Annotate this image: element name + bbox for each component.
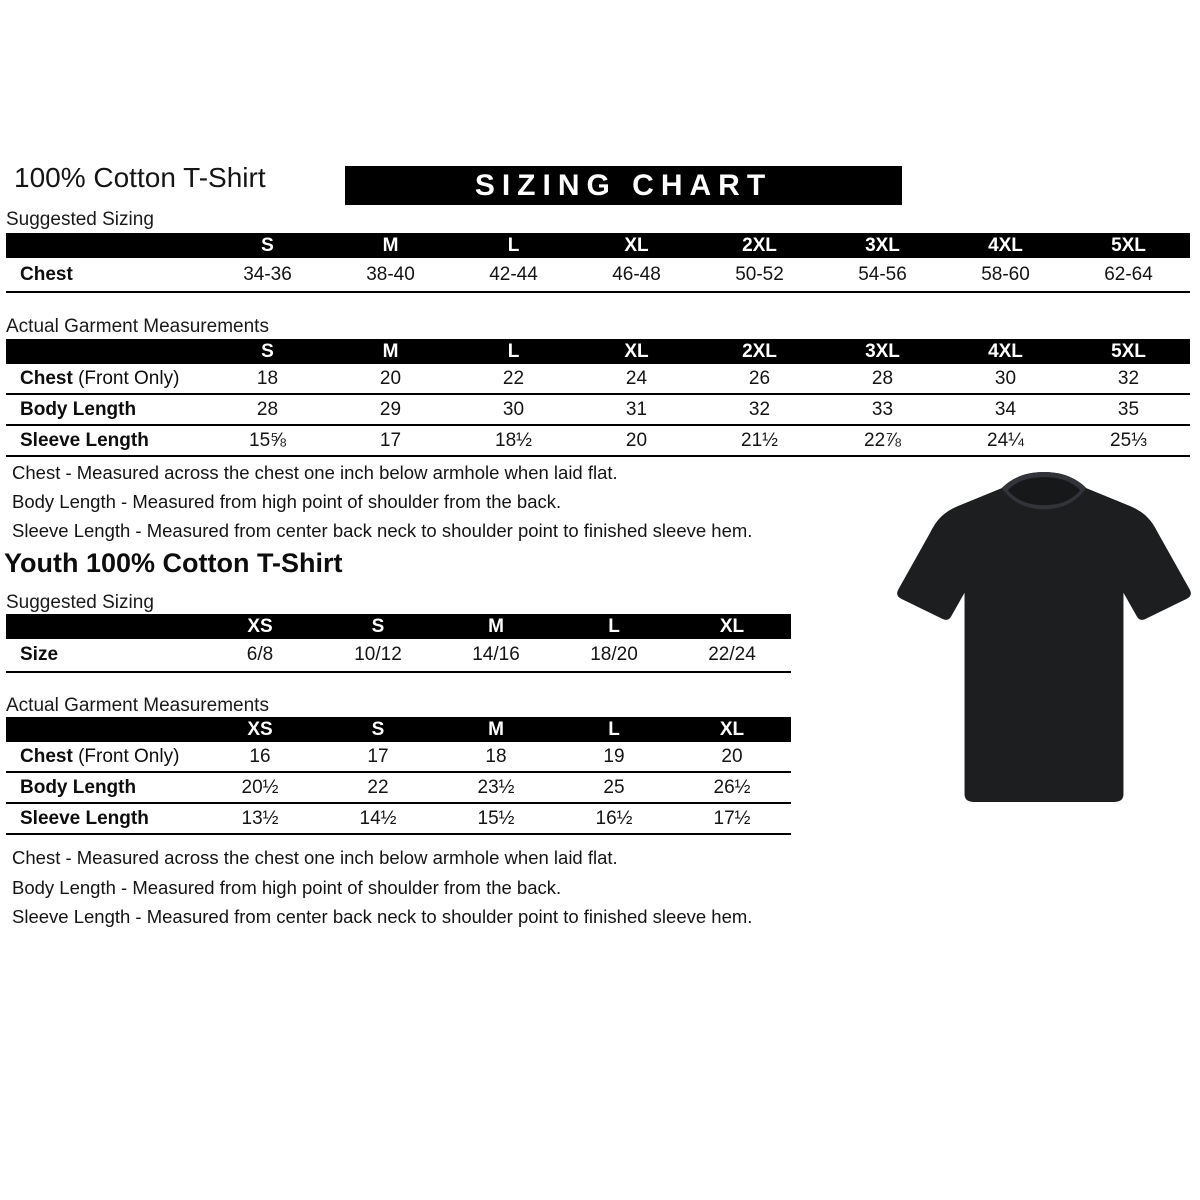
size-header: 3XL [865,234,900,256]
size-header: L [608,615,620,637]
row-label: Chest [20,263,73,285]
tshirt-image [893,466,1195,808]
cell: 33 [871,398,894,420]
tshirt-silhouette [893,466,1195,808]
size-header: XL [624,340,649,362]
cell: 18/20 [590,644,638,665]
note-sleeve-length: Sleeve Length - Measured from center back neck to shoulder point to finished sleeve hem. [12,906,753,927]
row-label: Body Length [20,776,137,798]
youth-body-length-row [6,773,791,804]
youth-notes [12,843,752,932]
cell: 16 [249,745,271,767]
adult-body-length-row [6,395,1190,426]
row-label: Sleeve Length [20,429,149,451]
cell: 22/24 [708,644,756,665]
cell: 20 [379,367,402,389]
cell: 23½ [477,776,515,798]
note-body-length: Body Length - Measured from high point of shoulder from the back. [12,491,562,512]
youth-size-row [6,639,791,673]
size-header: XL [719,615,745,637]
cell: 14/16 [472,644,520,665]
size-header: L [507,234,520,256]
adult-suggested-table [6,233,1190,293]
size-header: 4XL [988,340,1023,362]
adult-chest-front-row [6,364,1190,395]
cell: 46-48 [612,263,661,285]
size-header: 3XL [865,340,900,362]
youth-actual-header-row [6,717,791,742]
adult-suggested-sizing-label: Suggested Sizing [6,209,154,230]
size-header: S [261,234,274,256]
adult-actual-table [6,339,1190,457]
size-header: M [488,718,504,740]
size-header: S [371,718,385,740]
cell: 21½ [741,429,778,451]
row-label: Size [20,644,59,665]
cell: 25⅓ [1110,429,1147,451]
cell: 13½ [241,807,279,829]
youth-sleeve-length-row [6,804,791,835]
size-header: XS [247,718,273,740]
size-header: M [488,615,504,637]
cell: 28 [871,367,894,389]
sizing-chart-banner-text: SIZING CHART [474,168,773,202]
cell: 18 [485,745,507,767]
cell: 22 [367,776,389,798]
note-chest: Chest - Measured across the chest one inch below armhole when laid flat. [12,462,618,483]
adult-title: 100% Cotton T-Shirt [14,162,266,193]
size-header: 2XL [742,234,777,256]
cell: 30 [502,398,525,420]
row-label: Chest (Front Only) [20,745,180,767]
cell: 35 [1117,398,1140,420]
cell: 19 [603,745,625,767]
cell: 15½ [477,807,515,829]
cell: 50-52 [735,263,784,285]
cell: 38-40 [366,263,415,285]
size-header: S [371,615,385,637]
cell: 18 [256,367,279,389]
adult-actual-header-row [6,339,1190,364]
cell: 6/8 [246,644,274,665]
size-header: 5XL [1111,234,1146,256]
cell: 17 [367,745,389,767]
adult-suggested-header-row [6,233,1190,258]
youth-actual-measurements-label: Actual Garment Measurements [6,695,269,716]
cell: 58-60 [981,263,1030,285]
cell: 10/12 [354,644,402,665]
adult-notes [12,458,752,545]
note-chest: Chest - Measured across the chest one inch below armhole when laid flat. [12,847,618,868]
cell: 34 [994,398,1017,420]
row-label: Chest (Front Only) [20,367,180,389]
adult-actual-measurements-label: Actual Garment Measurements [6,316,269,337]
cell: 22⅞ [864,429,901,451]
adult-sleeve-length-row [6,426,1190,457]
cell: 17½ [713,807,751,829]
cell: 14½ [359,807,397,829]
cell: 20 [721,745,743,767]
sizing-chart-banner [345,166,902,205]
cell: 42-44 [489,263,538,285]
row-label: Sleeve Length [20,807,149,829]
row-label: Body Length [20,398,137,420]
cell: 29 [379,398,402,420]
size-header: 2XL [742,340,777,362]
youth-actual-table [6,717,791,835]
cell: 62-64 [1104,263,1153,285]
cell: 26 [748,367,771,389]
cell: 26½ [713,776,751,798]
youth-title: Youth 100% Cotton T-Shirt [4,548,343,578]
cell: 18½ [495,429,532,451]
cell: 16½ [595,807,633,829]
cell: 32 [1117,367,1140,389]
cell: 24¼ [987,429,1024,451]
cell: 54-56 [858,263,907,285]
adult-chest-row [6,258,1190,293]
cell: 20½ [241,776,279,798]
cell: 20 [625,429,648,451]
cell: 22 [502,367,525,389]
size-header: 4XL [988,234,1023,256]
size-header: XL [624,234,649,256]
youth-suggested-table [6,614,791,673]
size-header: L [608,718,620,740]
cell: 17 [379,429,402,451]
size-header: M [382,340,399,362]
cell: 32 [748,398,771,420]
cell: 15⅝ [249,429,286,451]
cell: 34-36 [243,263,292,285]
youth-chest-front-row [6,742,791,773]
size-header: M [382,234,399,256]
cell: 25 [603,776,625,798]
size-header: XS [247,615,273,637]
size-header: L [507,340,520,362]
size-header: S [261,340,274,362]
note-body-length: Body Length - Measured from high point of shoulder from the back. [12,876,562,898]
youth-suggested-header-row [6,614,791,639]
cell: 31 [625,398,648,420]
cell: 30 [994,367,1017,389]
cell: 28 [256,398,279,420]
size-header: 5XL [1111,340,1146,362]
note-sleeve-length: Sleeve Length - Measured from center back neck to shoulder point to finished sleeve hem. [12,520,753,541]
youth-suggested-sizing-label: Suggested Sizing [6,592,154,613]
size-header: XL [719,718,745,740]
cell: 24 [625,367,648,389]
